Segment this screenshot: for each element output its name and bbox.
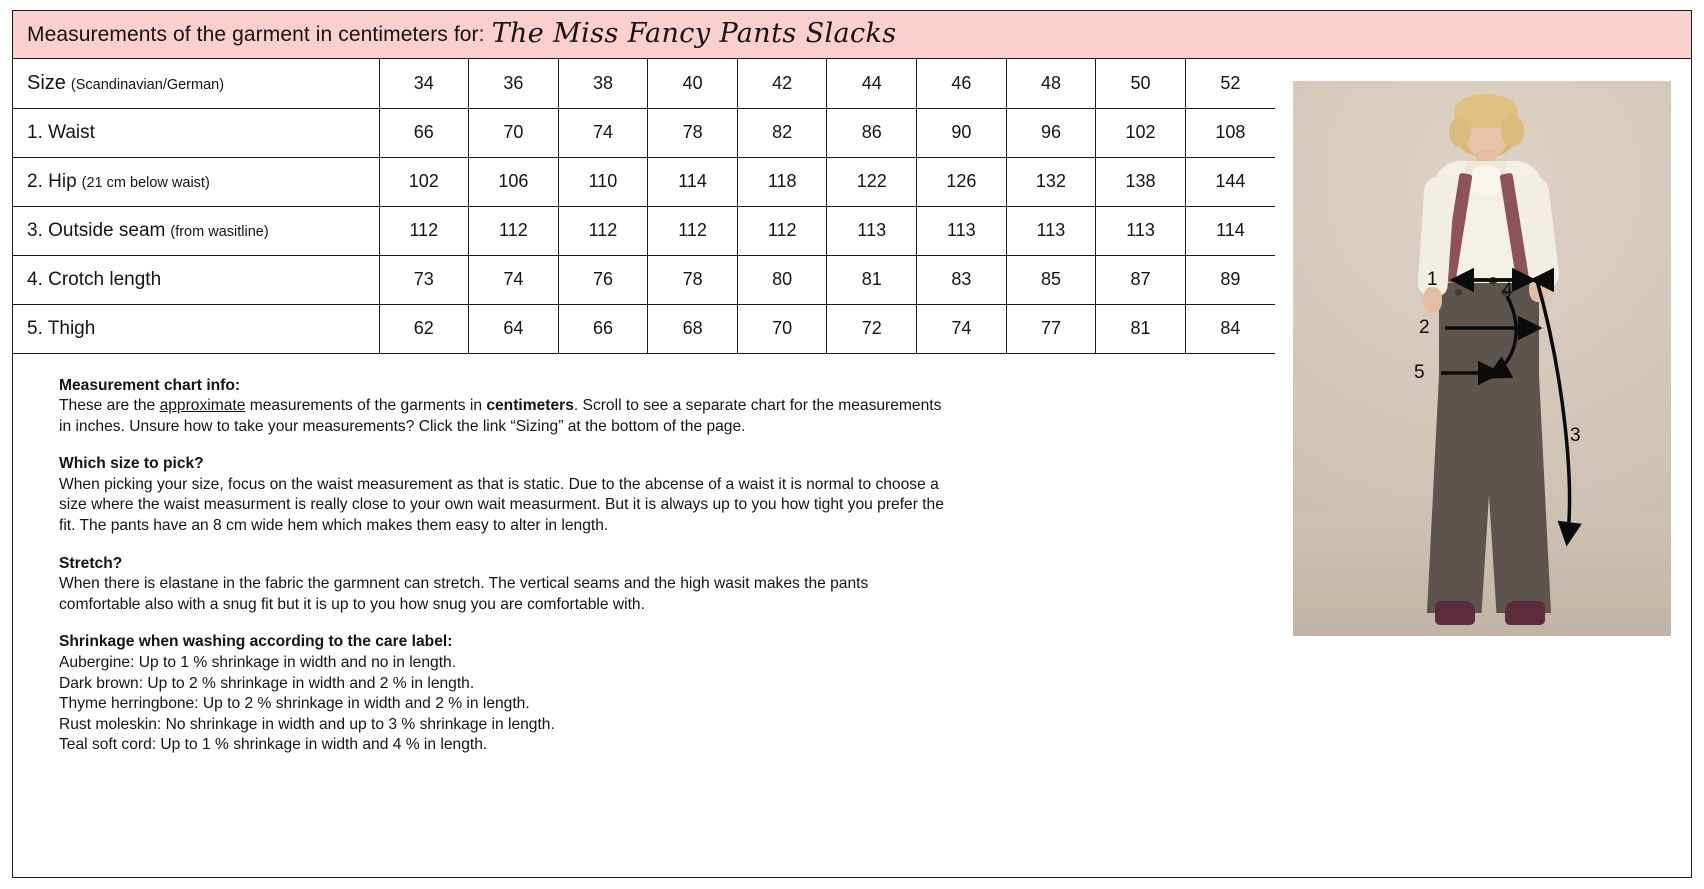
table-row bbox=[13, 206, 1275, 255]
measurement-cell: 81 bbox=[1096, 304, 1186, 353]
table-row bbox=[13, 255, 1275, 304]
row-label: 4. Crotch length bbox=[27, 268, 162, 290]
shrinkage-line: Thyme herringbone: Up to 2 % shrinkage in width and 2 % in length. bbox=[59, 695, 530, 713]
shrinkage-heading: Shrinkage when washing according to the care label: bbox=[59, 633, 453, 651]
row-label: 5. Thigh bbox=[27, 317, 96, 339]
chart-info-paragraph bbox=[59, 396, 1235, 437]
which-size-line-1: When picking your size, focus on the waist measurement as that is static. Due to the abcense of a waist it is normal to choose a bbox=[59, 475, 939, 493]
text-fragment: . Scroll to see a separate chart for the measurements bbox=[573, 397, 942, 415]
which-size-line-3: fit. The pants have an 8 cm wide hem which makes them easy to alter in length. bbox=[59, 517, 609, 535]
size-column-header: 36 bbox=[469, 59, 559, 108]
row-label-cell bbox=[13, 108, 379, 157]
measurement-cell: 112 bbox=[737, 206, 827, 255]
which-size-line-2: size where the waist measurment is really close to your own wait measurment. But it is always up to you how tight you prefer the bbox=[59, 496, 944, 514]
measurement-cell: 81 bbox=[827, 255, 917, 304]
stretch-line-2: comfortable also with a snug fit but it is up to you how snug you are comfortable with. bbox=[59, 595, 645, 613]
size-column-header: 42 bbox=[737, 59, 827, 108]
row-label-cell bbox=[13, 206, 379, 255]
measurement-cell: 102 bbox=[379, 157, 469, 206]
table-row bbox=[13, 108, 1275, 157]
size-column-header: 52 bbox=[1185, 59, 1275, 108]
row-label-cell bbox=[13, 304, 379, 353]
measurement-cell: 112 bbox=[379, 206, 469, 255]
size-column-header: 40 bbox=[648, 59, 738, 108]
annotation-number-2: 2 bbox=[1419, 317, 1430, 338]
text-fragment: These are the bbox=[59, 397, 160, 415]
measurement-cell: 122 bbox=[827, 157, 917, 206]
measurement-cell: 87 bbox=[1096, 255, 1186, 304]
measurement-cell: 68 bbox=[648, 304, 738, 353]
shrinkage-block bbox=[59, 632, 1235, 756]
shrinkage-line: Dark brown: Up to 2 % shrinkage in width and 2 % in length. bbox=[59, 674, 475, 692]
measurement-cell: 90 bbox=[917, 108, 1007, 157]
measurement-cell: 126 bbox=[917, 157, 1007, 206]
measurement-cell: 89 bbox=[1185, 255, 1275, 304]
measurement-cell: 66 bbox=[379, 108, 469, 157]
which-size-paragraph bbox=[59, 475, 1235, 537]
measurement-cell: 110 bbox=[558, 157, 648, 206]
text-fragment: measurements of the garments in bbox=[245, 397, 487, 415]
row-label-note: (from wasitline) bbox=[170, 223, 269, 240]
measurement-cell: 108 bbox=[1185, 108, 1275, 157]
table-row bbox=[13, 304, 1275, 353]
measurement-cell: 102 bbox=[1096, 108, 1186, 157]
title-banner bbox=[13, 11, 1691, 59]
measurement-cell: 114 bbox=[1185, 206, 1275, 255]
which-size-block bbox=[59, 454, 1235, 536]
measurement-cell: 70 bbox=[737, 304, 827, 353]
arrow-crotch-length bbox=[1489, 296, 1516, 377]
measurement-arrows bbox=[1293, 81, 1671, 636]
measurement-cell: 64 bbox=[469, 304, 559, 353]
which-size-heading: Which size to pick? bbox=[59, 455, 204, 473]
table-header-row bbox=[13, 59, 1275, 108]
title-prefix: Measurements of the garment in centimeters for: bbox=[27, 22, 485, 46]
centimeters-bold: centimeters bbox=[486, 397, 574, 415]
shrinkage-line: Rust moleskin: No shrinkage in width and up to 3 % shrinkage in length. bbox=[59, 715, 555, 733]
measurement-cell: 138 bbox=[1096, 157, 1186, 206]
size-header-note: (Scandinavian/German) bbox=[70, 76, 225, 93]
measurement-cell: 73 bbox=[379, 255, 469, 304]
product-name: The Miss Fancy Pants Slacks bbox=[491, 18, 897, 49]
measurement-cell: 118 bbox=[737, 157, 827, 206]
size-column-header: 38 bbox=[558, 59, 648, 108]
measurement-cell: 74 bbox=[558, 108, 648, 157]
left-column bbox=[13, 59, 1275, 756]
size-column-header: 48 bbox=[1006, 59, 1096, 108]
measurement-cell: 144 bbox=[1185, 157, 1275, 206]
measurement-cell: 106 bbox=[469, 157, 559, 206]
row-label: 2. Hip bbox=[27, 170, 77, 192]
right-column bbox=[1275, 59, 1693, 636]
measurement-cell: 86 bbox=[827, 108, 917, 157]
measurement-cell: 112 bbox=[558, 206, 648, 255]
row-label-cell bbox=[13, 255, 379, 304]
measurement-cell: 113 bbox=[1006, 206, 1096, 255]
measurement-cell: 66 bbox=[558, 304, 648, 353]
measurement-cell: 77 bbox=[1006, 304, 1096, 353]
chart-frame bbox=[12, 10, 1692, 878]
measurement-cell: 132 bbox=[1006, 157, 1096, 206]
measurement-cell: 78 bbox=[648, 255, 738, 304]
arrow-outside-seam bbox=[1536, 277, 1569, 543]
measurement-cell: 62 bbox=[379, 304, 469, 353]
approximate-underlined: approximate bbox=[159, 397, 246, 415]
measurement-cell: 76 bbox=[558, 255, 648, 304]
annotation-number-4: 4 bbox=[1502, 280, 1513, 301]
size-column-header: 44 bbox=[827, 59, 917, 108]
measurement-cell: 74 bbox=[469, 255, 559, 304]
measurement-cell: 112 bbox=[469, 206, 559, 255]
chart-info-line-1 bbox=[59, 396, 1235, 417]
row-label-note: (21 cm below waist) bbox=[81, 174, 210, 191]
measurement-cell: 84 bbox=[1185, 304, 1275, 353]
content-area bbox=[13, 59, 1691, 878]
measurement-cell: 70 bbox=[469, 108, 559, 157]
size-column-header: 46 bbox=[917, 59, 1007, 108]
stretch-block bbox=[59, 554, 1235, 616]
measurement-cell: 74 bbox=[917, 304, 1007, 353]
row-label: 1. Waist bbox=[27, 121, 95, 143]
measurements-table bbox=[13, 59, 1275, 354]
annotation-number-3: 3 bbox=[1570, 425, 1581, 446]
measurement-cell: 113 bbox=[827, 206, 917, 255]
shrinkage-line: Aubergine: Up to 1 % shrinkage in width and no in length. bbox=[59, 654, 457, 672]
chart-info-block bbox=[59, 376, 1235, 438]
measurement-cell: 114 bbox=[648, 157, 738, 206]
shrinkage-list bbox=[59, 653, 1235, 756]
measurement-cell: 85 bbox=[1006, 255, 1096, 304]
stretch-line-1: When there is elastane in the fabric the garmnent can stretch. The vertical seams and the high wasit makes the pants bbox=[59, 575, 869, 593]
chart-info-heading: Measurement chart info: bbox=[59, 376, 241, 394]
shrinkage-line: Teal soft cord: Up to 1 % shrinkage in width and 4 % in length. bbox=[59, 736, 488, 754]
size-column-header: 50 bbox=[1096, 59, 1186, 108]
measurement-cell: 82 bbox=[737, 108, 827, 157]
size-header-cell bbox=[13, 59, 379, 108]
stretch-paragraph bbox=[59, 574, 1235, 615]
stretch-heading: Stretch? bbox=[59, 554, 123, 572]
chart-info-line-2: in inches. Unsure how to take your measurements? Click the link “Sizing” at the bottom of the page. bbox=[59, 417, 746, 435]
measurement-cell: 112 bbox=[648, 206, 738, 255]
measurement-cell: 96 bbox=[1006, 108, 1096, 157]
row-label: 3. Outside seam bbox=[27, 219, 166, 241]
model-photo bbox=[1293, 81, 1671, 636]
measurement-cell: 72 bbox=[827, 304, 917, 353]
info-text-area bbox=[13, 354, 1275, 757]
measurement-cell: 80 bbox=[737, 255, 827, 304]
measurement-cell: 83 bbox=[917, 255, 1007, 304]
measurement-cell: 78 bbox=[648, 108, 738, 157]
annotation-number-1: 1 bbox=[1427, 269, 1438, 290]
annotation-number-5: 5 bbox=[1414, 362, 1425, 383]
row-label-cell bbox=[13, 157, 379, 206]
measurement-cell: 113 bbox=[1096, 206, 1186, 255]
size-header-label: Size bbox=[27, 71, 66, 94]
table-row bbox=[13, 157, 1275, 206]
measurement-cell: 113 bbox=[917, 206, 1007, 255]
size-column-header: 34 bbox=[379, 59, 469, 108]
